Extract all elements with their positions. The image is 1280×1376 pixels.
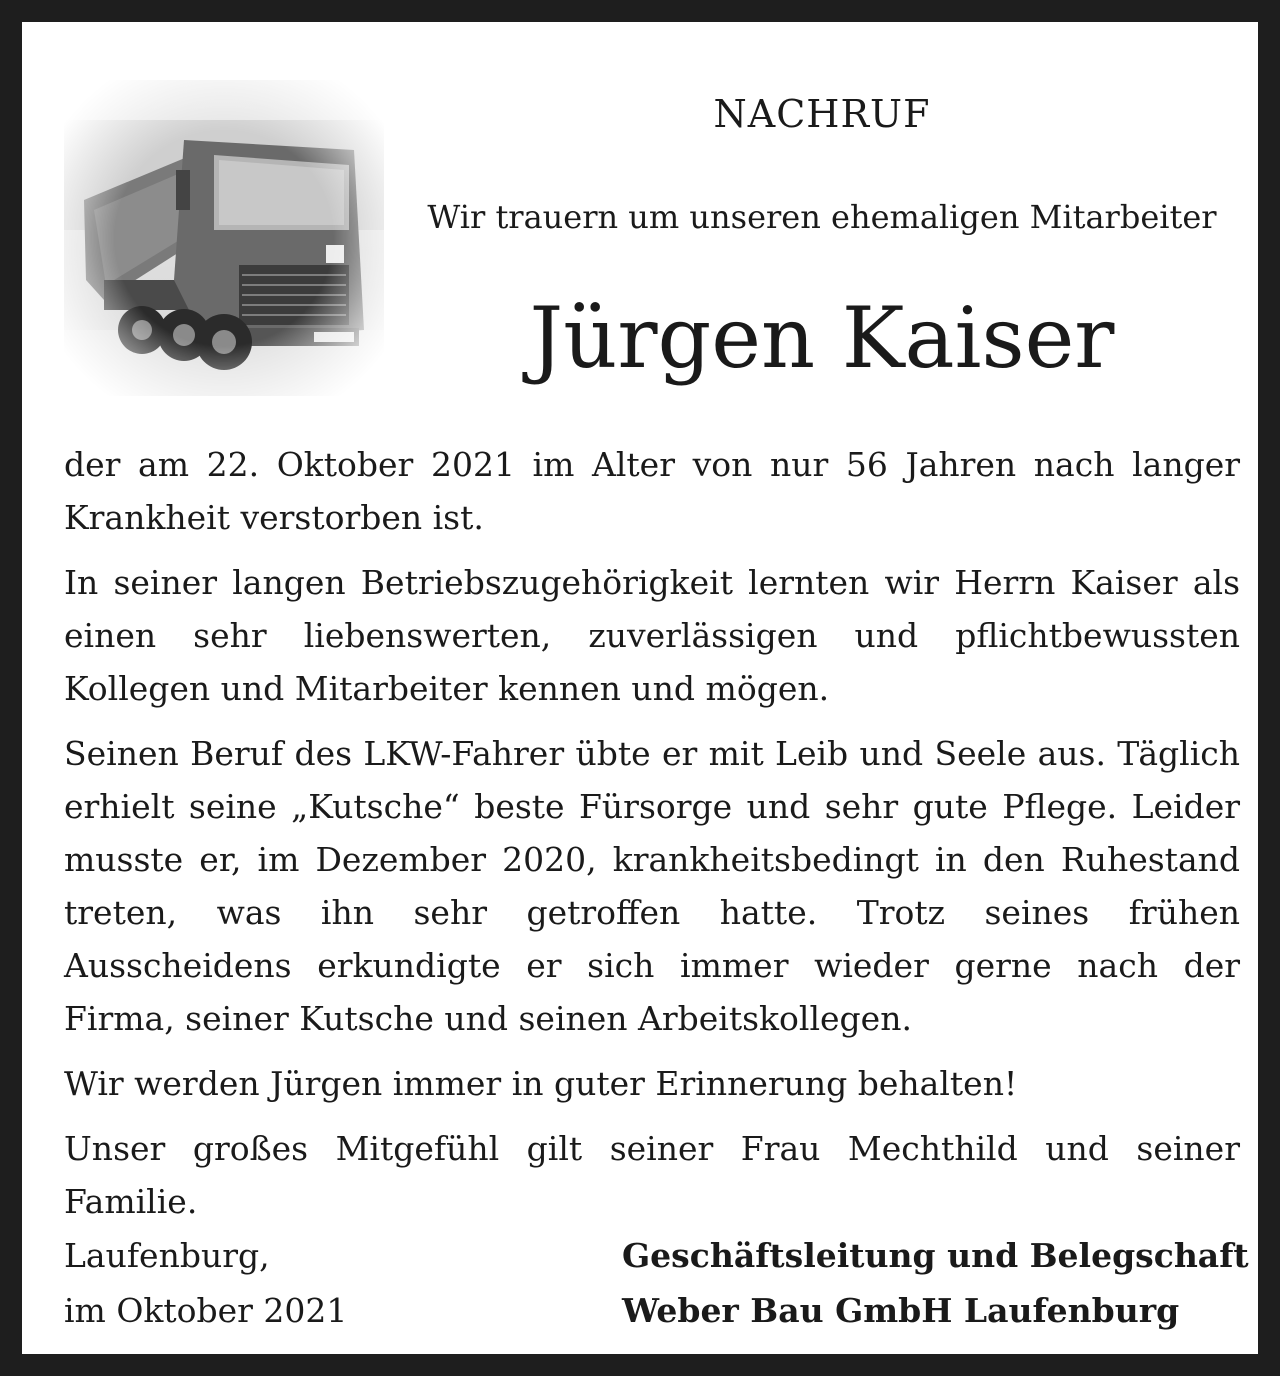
place-and-date (64, 1228, 347, 1338)
paragraph: Unser großes Mitgefühl gilt seiner Frau Mechthild und seiner Familie. (64, 1129, 1240, 1221)
deceased-name: Jürgen Kaiser (529, 289, 1115, 387)
paragraph: Wir werden Jürgen immer in guter Erinnerung behalten! (64, 1064, 1018, 1103)
signature-line: Geschäftsleitung und Belegschaft (622, 1236, 1249, 1275)
notice-title: NACHRUF (713, 92, 931, 136)
place: Laufenburg, (64, 1236, 270, 1275)
obituary-text (64, 438, 1240, 1240)
company-name: Weber Bau GmbH Laufenburg (622, 1291, 1180, 1330)
paragraph: In seiner langen Betriebszugehörigkeit lernten wir Herrn Kaiser als einen sehr liebenswerten, zuverlässigen und pflichtbewussten Kollegen und Mitarbeiter kennen und mögen. (64, 563, 1240, 708)
date: im Oktober 2021 (64, 1291, 348, 1330)
truck-photo (64, 80, 384, 396)
paragraph: Seinen Beruf des LKW-Fahrer übte er mit Leib und Seele aus. Täglich erhielt seine „Kutsche“ beste Fürsorge und sehr gute Pflege. Leider musste er, im Dezember 2020, krankheitsbedingt in den Ruhestand treten, was ihn sehr getroffen hatte. Trotz seines frühen Ausscheidens erkundigte er sich immer wieder gerne nach der Firma, seiner Kutsche und seinen Arbeitskollegen. (64, 734, 1240, 1038)
notice-subtitle: Wir trauern um unseren ehemaligen Mitarbeiter (427, 198, 1217, 236)
dump-truck-icon (64, 80, 384, 396)
signature (622, 1228, 1249, 1338)
paragraph: der am 22. Oktober 2021 im Alter von nur 56 Jahren nach langer Krankheit verstorben ist. (64, 445, 1240, 537)
